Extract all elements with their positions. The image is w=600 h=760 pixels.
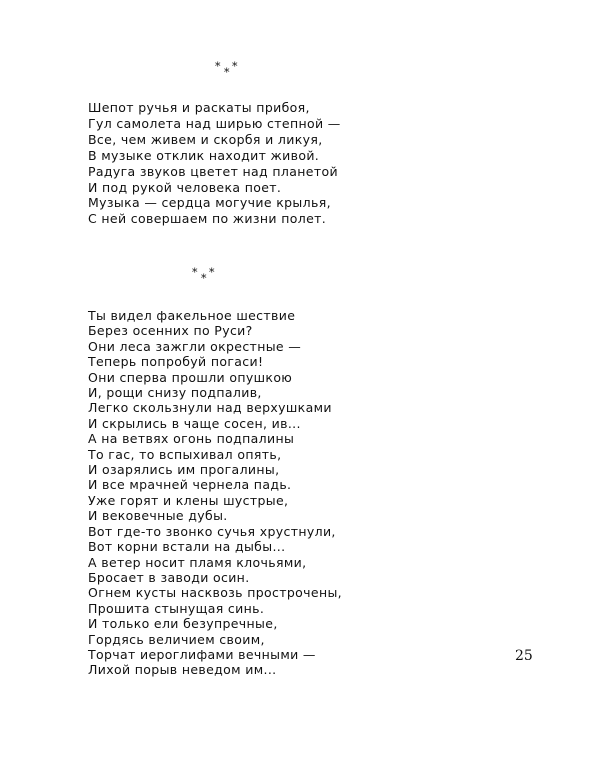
- svg-text:*: *: [232, 60, 238, 73]
- poem-line: Теперь попробуй погаси!: [88, 354, 264, 370]
- svg-text:*: *: [201, 272, 207, 284]
- poem-line: Бросает в заводи осин.: [88, 569, 250, 585]
- poem-line: То гас, то вспыхивал опять,: [88, 446, 282, 462]
- poem-line: И все мрачней чернела падь.: [88, 477, 292, 493]
- svg-text:*: *: [209, 266, 215, 279]
- svg-text:*: *: [224, 66, 230, 78]
- page-number: 25: [515, 648, 533, 664]
- poem-birches: [88, 308, 342, 678]
- poem-line: Огнем кусты насквозь прострочены,: [88, 585, 343, 601]
- poem-line: Вот где-то звонко сучья хрустнули,: [88, 523, 336, 539]
- poem-line: С ней совершаем по жизни полет.: [88, 211, 327, 227]
- poem-line: Все, чем живем и скорбя и ликуя,: [88, 131, 323, 147]
- poem-line: Прошита стынущая синь.: [88, 600, 265, 616]
- poem-line: Ты видел факельное шествие: [88, 308, 296, 323]
- poem-line: Легко скользнули над верхушками: [88, 400, 332, 416]
- poem-line: Радуга звуков цветет над планетой: [88, 163, 338, 179]
- poem-line: И под рукой человека поет.: [88, 179, 282, 195]
- poem-line: Лихой порыв неведом им...: [88, 662, 277, 678]
- asterism-2: [190, 266, 220, 284]
- poem-music: [88, 100, 341, 227]
- poem-line: Торчат иероглифами вечными —: [88, 646, 316, 662]
- poem-line: Они леса зажгли окрестные —: [88, 338, 302, 354]
- poem-line: В музыке отклик находит живой.: [88, 147, 320, 163]
- poem-line: Берез осенних по Руси?: [88, 323, 253, 339]
- poem-line: Музыка — сердца могучие крылья,: [88, 195, 331, 211]
- poem-line: Уже горят и клены шустрые,: [88, 492, 289, 508]
- poem-line: И, рощи снизу подпалив,: [88, 385, 262, 401]
- poem-line: А ветер носит пламя клочьями,: [88, 554, 307, 570]
- poem-line: А на ветвях огонь подпалины: [88, 431, 295, 447]
- poem-line: И скрылись в чаще сосен, ив...: [88, 415, 301, 431]
- poem-line: И вековечные дубы.: [88, 508, 228, 524]
- poem-line: Вот корни встали на дыбы...: [88, 539, 286, 555]
- poem-line: Гул самолета над ширью степной —: [88, 115, 341, 131]
- poem-line: Они сперва прошли опушкою: [88, 369, 293, 385]
- poem-line: И озарялись им прогалины,: [88, 462, 280, 478]
- svg-text:*: *: [215, 60, 221, 73]
- poem-line: Шепот ручья и раскаты прибоя,: [88, 100, 310, 115]
- svg-text:*: *: [192, 266, 198, 279]
- asterism-1: [213, 60, 243, 78]
- poem-line: Гордясь величием своим,: [88, 631, 265, 647]
- poem-line: И только ели безупречные,: [88, 616, 278, 632]
